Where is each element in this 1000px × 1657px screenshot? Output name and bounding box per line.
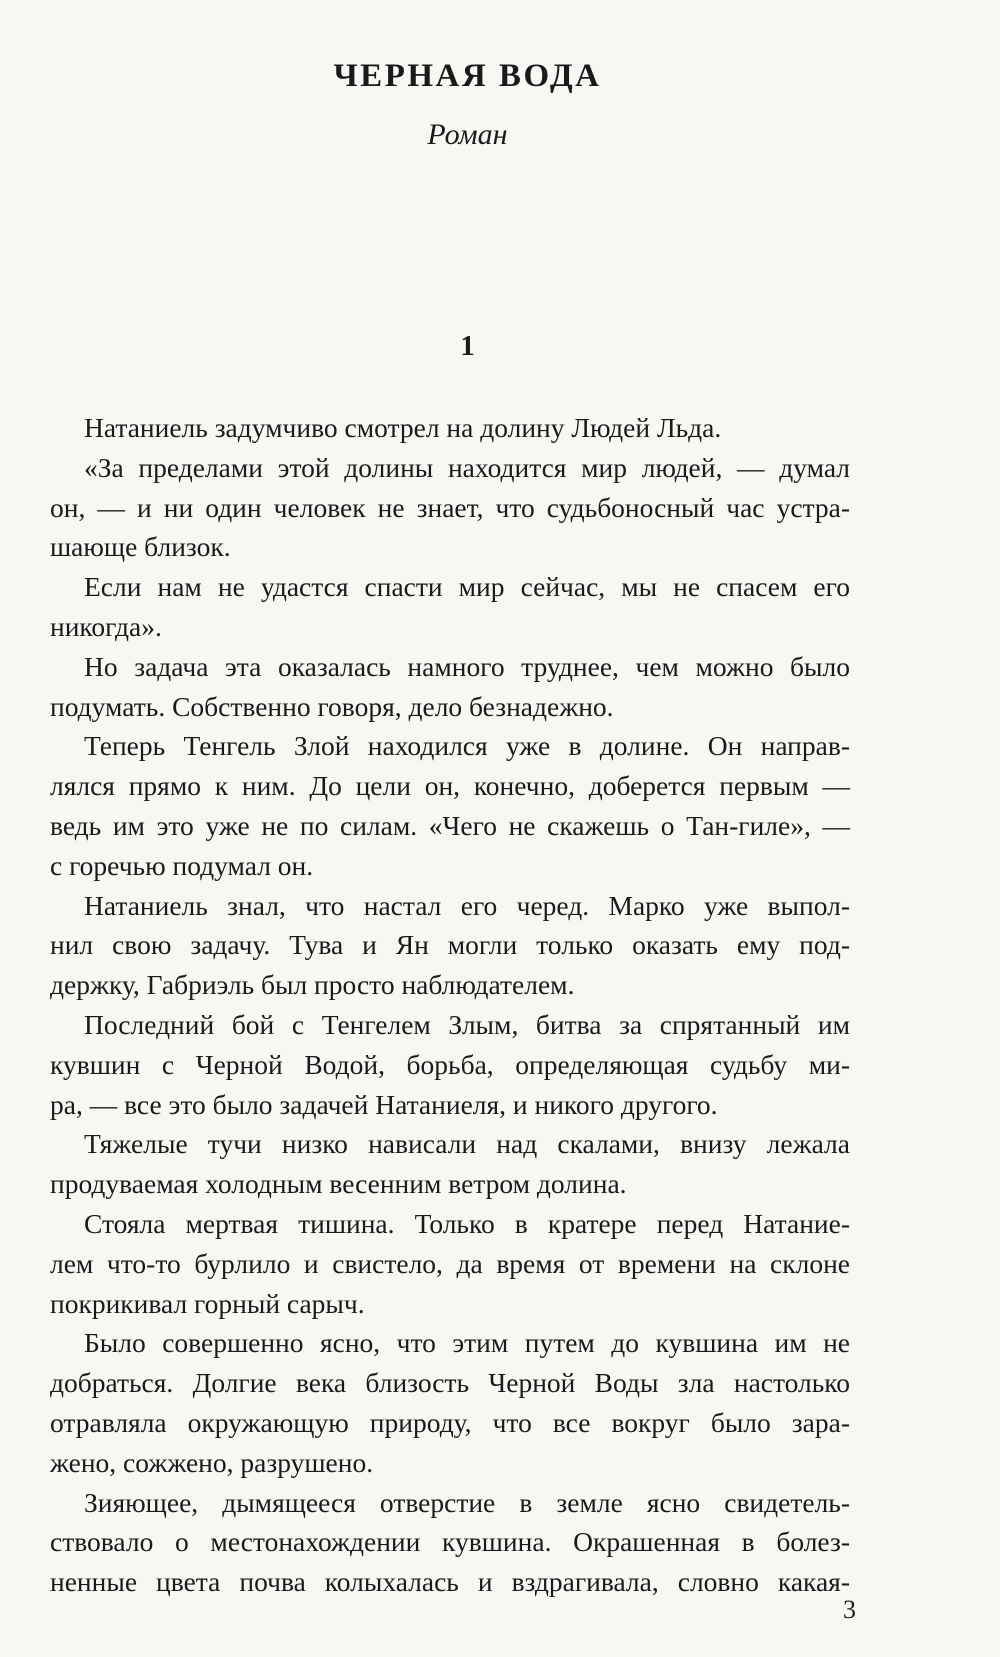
text-line: Последний бой с Тенгелем Злым, битва за спрятанный им — [84, 1008, 850, 1040]
text-line: Натаниель задумчиво смотрел на долину Людей Льда. — [84, 412, 722, 443]
book-subtitle: Роман — [427, 118, 508, 151]
text-line: ра, — все это было задачей Натаниеля, и никого другого. — [50, 1088, 718, 1120]
text-line: держку, Габриэль был просто наблюдателем. — [50, 969, 575, 1001]
text-line: кувшин с Черной Водой, борьба, определяющая судьбу ми- — [50, 1048, 850, 1080]
text-line: Зияющее, дымящееся отверстие в земле ясно свидетель- — [84, 1486, 850, 1518]
text-line: отравляла окружающую природу, что все вокруг было зара- — [50, 1406, 850, 1438]
text-line: нил свою задачу. Тува и Ян могли только оказать ему под- — [50, 929, 850, 961]
text-line: он, — и ни один человек не знает, что судьбоносный час устра- — [50, 491, 850, 523]
text-line: с горечью подумал он. — [50, 849, 314, 881]
chapter-number: 1 — [460, 330, 475, 362]
text-line: продуваемая холодным весенним ветром долина. — [50, 1168, 627, 1200]
text-line: Было совершенно ясно, что этим путем до кувшина им не — [84, 1327, 850, 1359]
text-line: ствовало о местонахождении кувшина. Окрашенная в болез- — [50, 1526, 850, 1558]
text-line: Натаниель знал, что настал его черед. Марко уже выпол- — [84, 889, 850, 921]
text-line: Стояла мертвая тишина. Только в кратере перед Натание- — [84, 1207, 850, 1239]
text-line: покрикивал горный сарыч. — [50, 1287, 365, 1319]
text-line: лем что-то бурлило и свистело, да время от времени на склоне — [50, 1247, 850, 1279]
text-line: ненные цвета почва колыхалась и вздрагивала, словно какая- — [50, 1566, 850, 1598]
text-line: Если нам не удастся спасти мир сейчас, мы не спасем его — [84, 571, 850, 603]
text-line: лялся прямо к ним. До цели он, конечно, доберется первым — — [50, 770, 850, 802]
text-line: никогда». — [50, 610, 162, 642]
book-title: ЧЕРНАЯ ВОДА — [333, 58, 602, 94]
chapter-text — [50, 408, 850, 1602]
text-line: Но задача эта оказалась намного труднее, чем можно было — [84, 650, 850, 682]
text-line: подумать. Собственно говоря, дело безнадежно. — [50, 690, 614, 722]
text-line: ведь им это уже не по силам. «Чего не скажешь о Тан-гиле», — — [50, 809, 850, 841]
page-number: 3 — [843, 1595, 856, 1624]
text-line: шающе близок. — [50, 531, 231, 563]
text-line: добраться. Долгие века близость Черной Воды зла настолько — [50, 1367, 850, 1399]
text-line: Тяжелые тучи низко нависали над скалами, внизу лежала — [84, 1128, 850, 1160]
text-line: жено, сожжено, разрушено. — [50, 1446, 374, 1478]
text-line: Теперь Тенгель Злой находился уже в долине. Он направ- — [84, 730, 850, 762]
text-line: «За пределами этой долины находится мир людей, — думал — [84, 451, 850, 483]
